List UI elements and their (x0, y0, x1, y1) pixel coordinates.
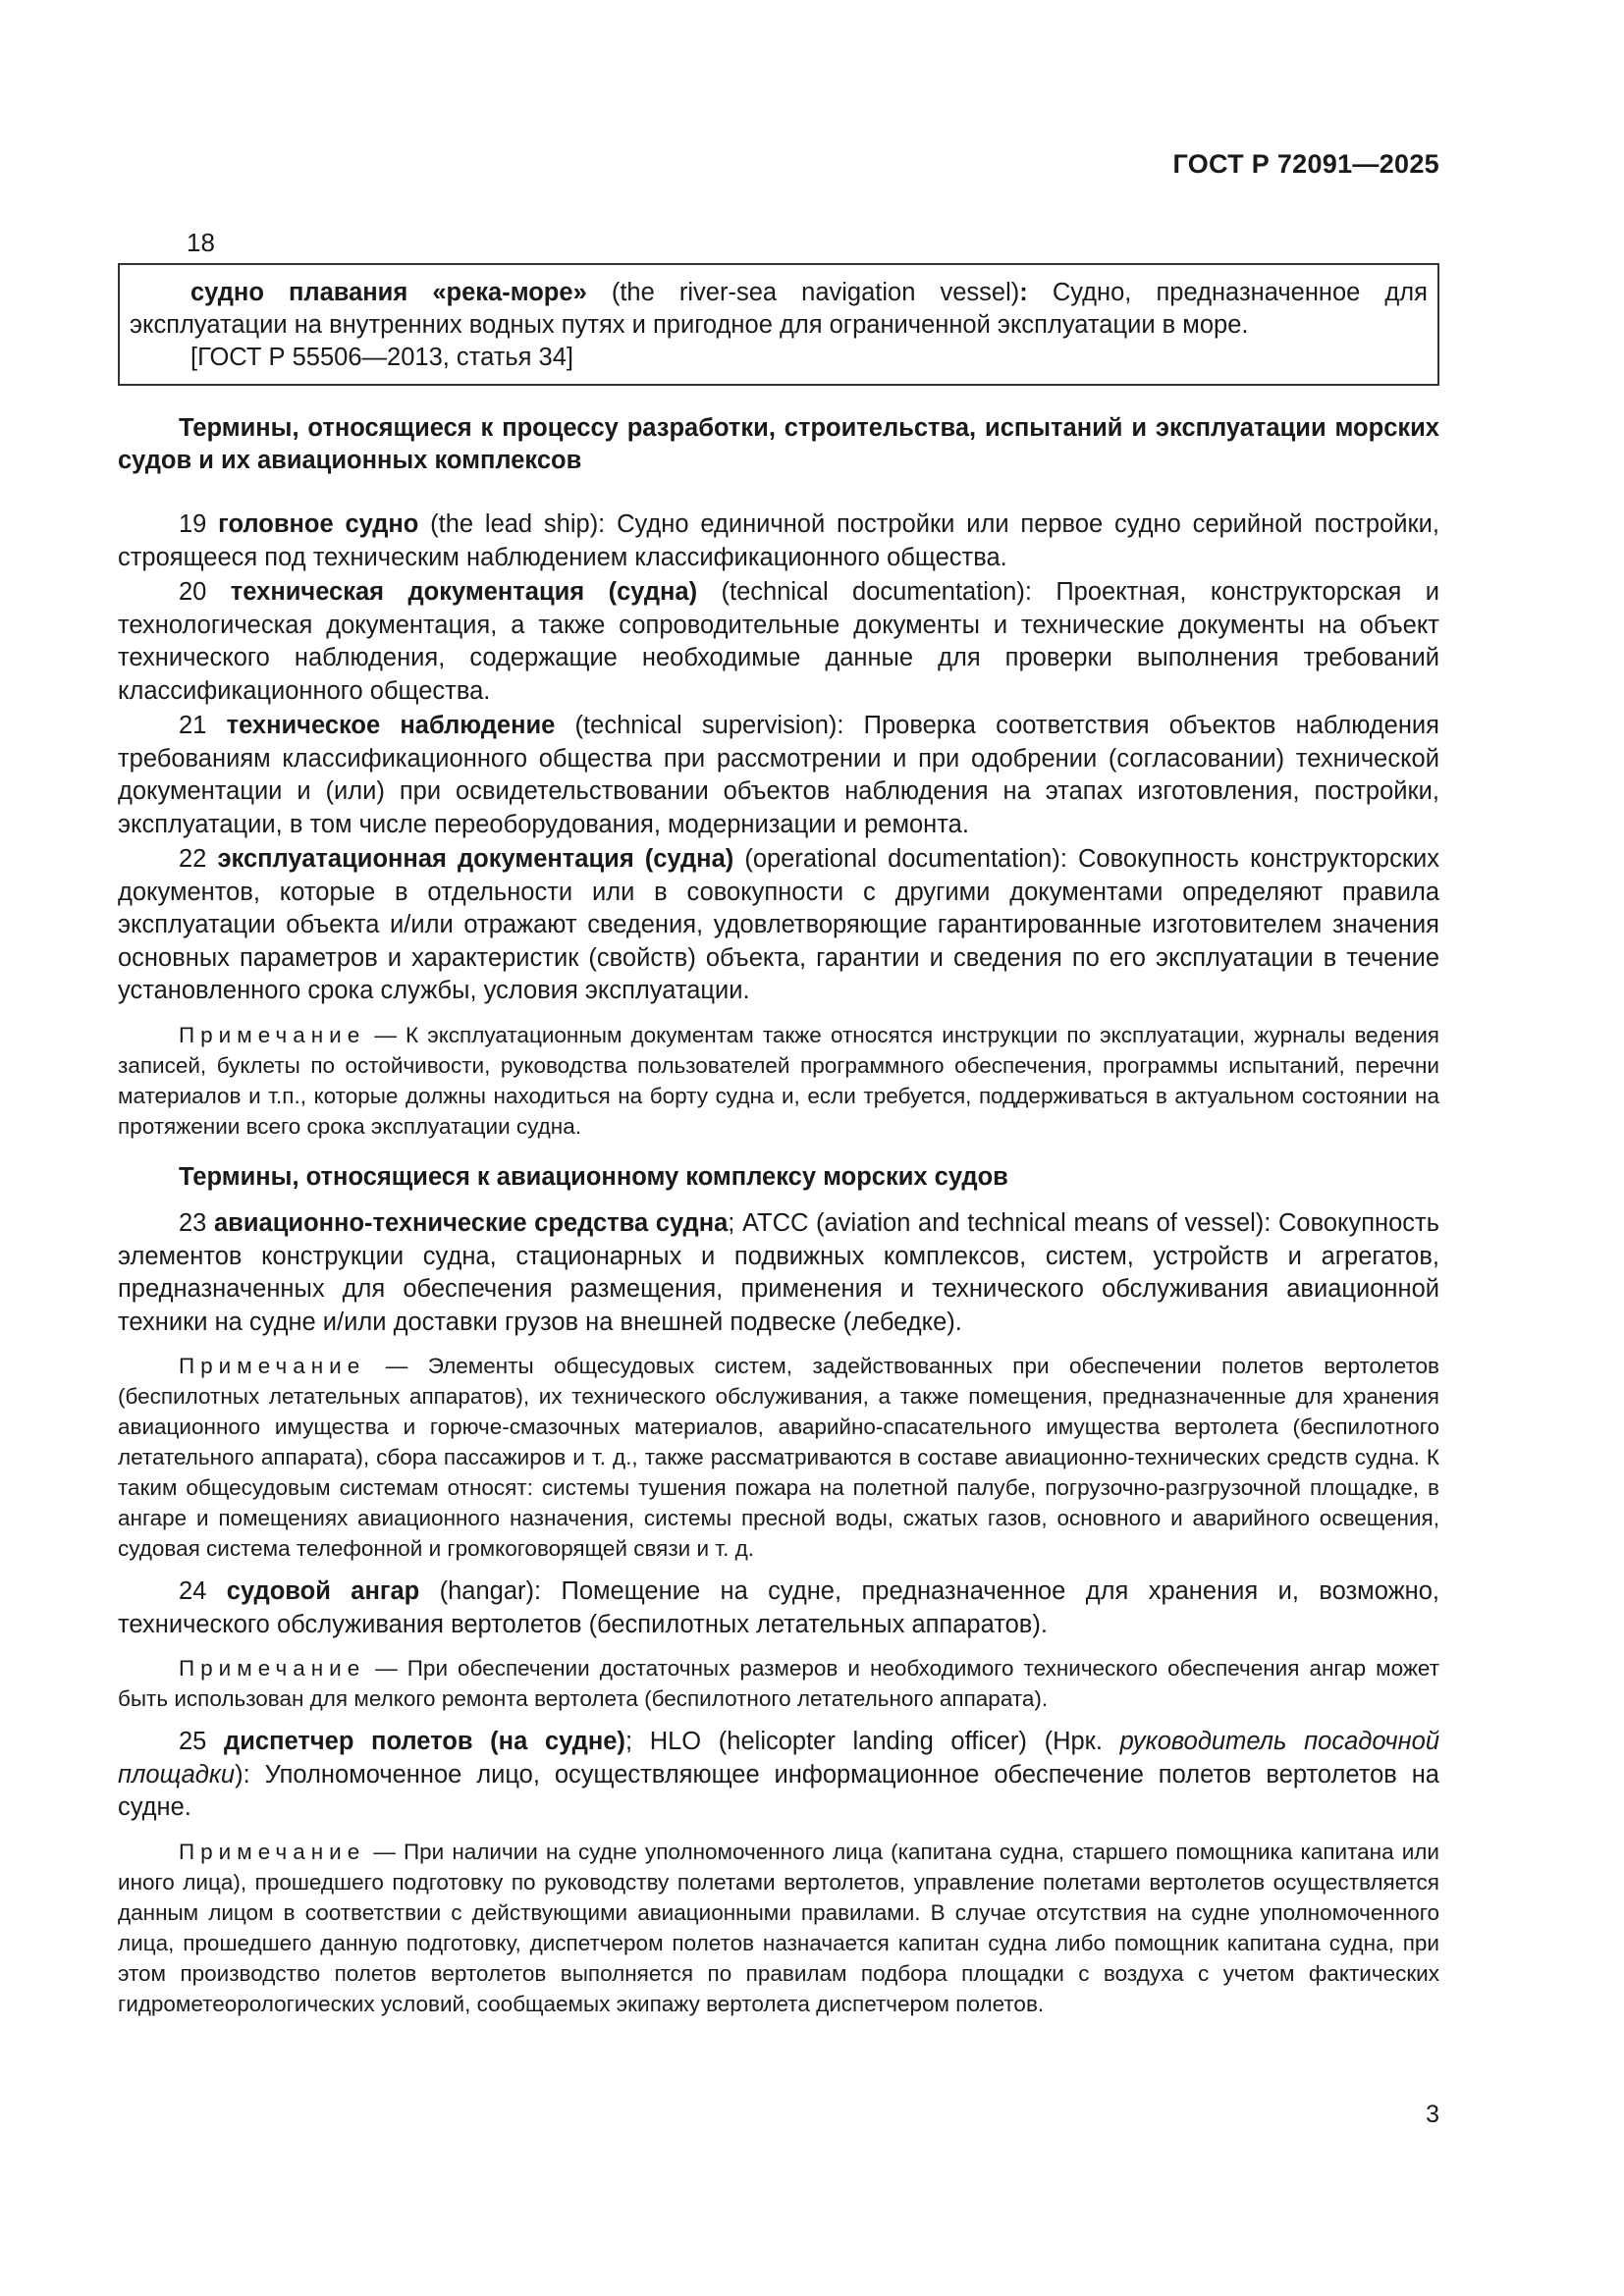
term-name: судно плавания «река-море» (190, 279, 587, 306)
term-name: техническое наблюдение (226, 712, 556, 739)
section-title: Термины, относящиеся к авиационному комплексу морских судов (179, 1163, 1008, 1191)
note-label: Примечание (179, 1022, 366, 1047)
term-definition: Помещение на судне, предназначенное для хранения и, возможно, технического обслуживания вертолетов (беспилотных летательных аппаратов). (118, 1577, 1440, 1638)
quoted-term-box (118, 263, 1439, 386)
term-entry-24 (118, 1575, 1439, 1641)
note-24 (118, 1653, 1439, 1714)
term-definition: Совокупность конструкторских документов, которые в отдельности или в совокупности с другими документами определяют правила эксплуатации объекта и/или отражают сведения, удовлетворяющие гарантированные изготовителем значения основных параметров и характеристик (свойств) объекта, гарантии и сведения по его эксплуатации в течение установленного срока службы, условия эксплуатации. (118, 845, 1439, 1004)
term-name: диспетчер полетов (на судне) (224, 1728, 625, 1755)
page-number: 3 (1426, 2101, 1439, 2128)
note-text: — При наличии на судне уполномоченного лица (капитана судна, старшего помощника капитана или иного лица), прошедшего подготовку по руководству полетами вертолетов, управление полетами вертолетов осуществляется данным лицом в соответствии с действующими авиационными правилами. В случае отсутствия на судне уполномоченного лица, прошедшего данную подготовку, диспетчером полетов назначается капитан судна либо помощник капитана судна, при этом производство полетов вертолетов выполняется по правилам подбора площадки с воздуха с учетом фактических гидрометеорологических условий, сообщаемых экипажу вертолета диспетчером полетов. (118, 1839, 1439, 2016)
term-definition: Совокупность элементов конструкции судна, стационарных и подвижных комплексов, систем, устройств и агрегатов, предназначенных для обеспечения размещения, применения и технического обслуживания авиационной техники на судне и/или доставки грузов на внешней подвеске (лебедке). (118, 1209, 1439, 1336)
term-english: ; HLO (helicopter landing officer) (Нрк. (624, 1728, 1120, 1755)
term-english: (technical documentation): (697, 578, 1056, 606)
term-name: эксплуатационная документация (судна) (217, 845, 734, 873)
term-english: (hangar): (419, 1577, 562, 1605)
term-english: (the lead ship): (418, 510, 618, 538)
term-definition: Судно, предназначенное для эксплуатации на внутренних водных путях и пригодное для ограниченной эксплуатации в море. (130, 279, 1428, 339)
term-number: 20 (179, 578, 207, 606)
term-english: (the river-sea navigation vessel) (611, 279, 1020, 306)
term-colon: : (1019, 279, 1028, 306)
term-entry-19 (118, 508, 1439, 574)
term-definition: Проектная, конструкторская и технологическая документация, а также сопроводительные документы и технические документы на объект технического наблюдения, содержащие необходимые данные для проверки выполнения требований классификационного общества. (118, 578, 1440, 705)
term-definition: Судно единичной постройки или первое судно серийной постройки, строящееся под техническим наблюдением классификационного общества. (118, 510, 1439, 571)
term-number: 23 (179, 1209, 207, 1237)
section-1-entries (118, 508, 1439, 1142)
document-page (118, 0, 1439, 2296)
term-name: судовой ангар (226, 1577, 420, 1605)
term-number: 22 (179, 845, 207, 873)
note-label: Примечание (179, 1656, 366, 1681)
term-english: (operational documentation): (733, 845, 1078, 873)
section-2-title-block (118, 1161, 1439, 1194)
term-entry-18 (130, 277, 1428, 342)
term-number: 24 (179, 1577, 207, 1605)
note-text: — При обеспечении достаточных размеров и необходимого технического обеспечения ангар может быть использован для мелкого ремонта вертолета (беспилотного летательного аппарата). (118, 1656, 1439, 1711)
note-text: — Элементы общесудовых систем, задействованных при обеспечении полетов вертолетов (беспилотных летательных аппаратов), их технического обслуживания, а также помещения, предназначенные для хранения авиационного имущества и горюче-смазочных материалов, аварийно-спасательного имущества вертолета (беспилотного летательного аппарата), сбора пассажиров и т. д., также рассматриваются в составе авиационно-технических средств судна. К таким общесудовым системам относят: системы тушения пожара на полетной палубе, погрузочно-разгрузочной площадке, в ангаре и помещениях авиационного назначения, системы пресной воды, сжатых газов, основного и аварийного освещения, судовая система телефонной и громкоговорящей связи и т. д. (118, 1354, 1439, 1561)
standard-header: ГОСТ Р 72091—2025 (1172, 149, 1439, 179)
term-number: 19 (179, 510, 207, 538)
term-entry-20 (118, 576, 1439, 708)
term-english-close: ): (235, 1760, 265, 1789)
term-alt-name: руководитель посадочной площадки (118, 1728, 1440, 1789)
term-entry-22 (118, 843, 1439, 1008)
note-label: Примечание (179, 1839, 366, 1864)
note-text: — К эксплуатационным документам также относятся инструкции по эксплуатации, журналы ведения записей, буклеты по остойчивости, руководства пользователей программного обеспечения, программы испытаний, перечни материалов и т.п., которые должны находиться на борту судна и, если требуется, поддерживаться в актуальном состоянии на протяжении всего срока эксплуатации судна. (118, 1022, 1439, 1139)
section-1-title-block (118, 412, 1439, 477)
term-number: 21 (179, 712, 207, 739)
term-name: техническая документация (судна) (230, 578, 698, 606)
term-name: головное судно (218, 510, 419, 538)
term-source: [ГОСТ Р 55506—2013, статья 34] (190, 344, 573, 371)
note-label: Примечание (179, 1354, 366, 1378)
note-22 (118, 1020, 1439, 1142)
term-entry-25 (118, 1726, 1439, 1825)
section-2-entries (118, 1207, 1439, 2019)
term-english: (technical supervision): (555, 712, 864, 739)
term-english: ; АТСС (aviation and technical means of vessel): (728, 1209, 1278, 1237)
note-23 (118, 1351, 1439, 1564)
term-name: авиационно-технические средства судна (214, 1209, 729, 1237)
term-entry-21 (118, 710, 1439, 841)
note-25 (118, 1837, 1439, 2019)
term-entry-23 (118, 1207, 1439, 1339)
term-number: 25 (179, 1728, 207, 1755)
term-definition: Уполномоченное лицо, осуществляющее информационное обеспечение полетов вертолетов на судне. (118, 1760, 1439, 1821)
term-number-18: 18 (187, 228, 215, 257)
term-definition: Проверка соответствия объектов наблюдения требованиям классификационного общества при рассмотрении и при одобрении (согласовании) технической документации и (или) при освидетельствовании объектов наблюдения на этапах изготовления, постройки, эксплуатации, в том числе переоборудования, модернизации и ремонта. (118, 712, 1439, 838)
section-title: Термины, относящиеся к процессу разработки, строительства, испытаний и эксплуатации морских судов и их авиационных комплексов (118, 414, 1439, 474)
